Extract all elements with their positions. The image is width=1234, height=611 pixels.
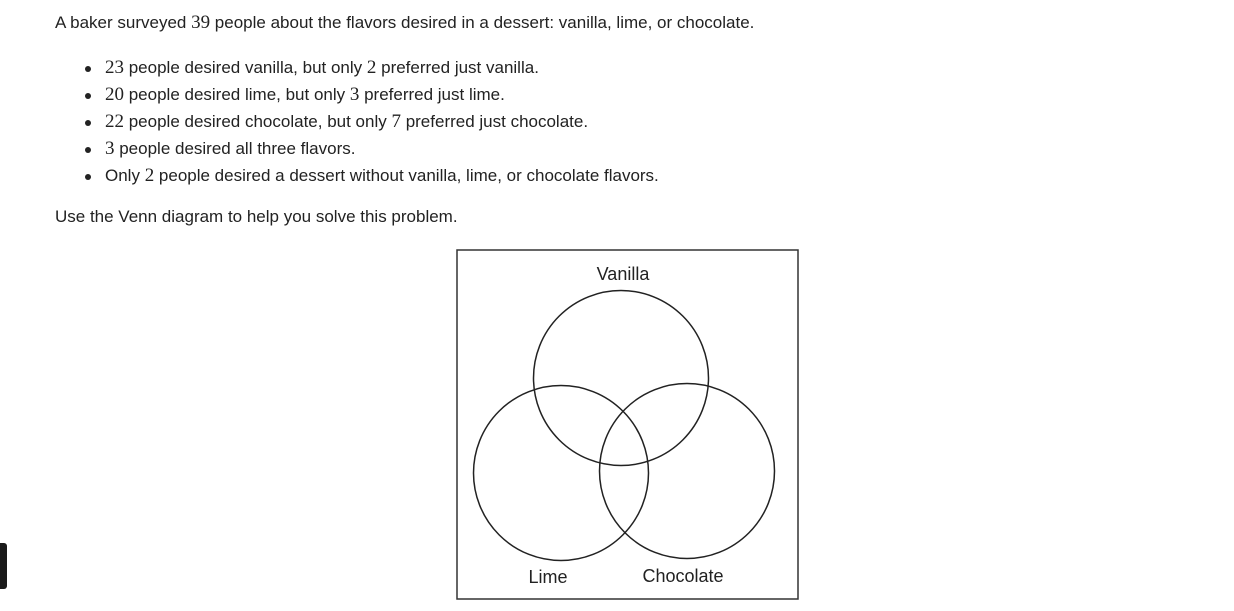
bullet-dot-icon <box>85 174 91 180</box>
bullet-dot-icon <box>85 147 91 153</box>
fact-text: people desired all three flavors. <box>114 139 356 158</box>
fact-number: 2 <box>144 165 155 186</box>
vanilla-label: Vanilla <box>596 264 650 284</box>
bullet-dot-icon <box>85 66 91 72</box>
venn-frame <box>457 250 798 599</box>
fact-text: preferred just lime. <box>359 85 505 104</box>
fact-number: 2 <box>366 57 377 78</box>
fact-number: 22 <box>105 111 124 132</box>
intro-text-end: people about the flavors desired in a dessert: vanilla, lime, or chocolate. <box>210 13 755 32</box>
fact-none <box>85 166 659 193</box>
fact-all-three <box>85 139 659 166</box>
fact-chocolate <box>85 112 659 139</box>
fact-text: preferred just chocolate. <box>400 112 589 131</box>
fact-text: people desired a dessert without vanilla, lime, or chocolate flavors. <box>154 166 659 185</box>
fact-number: 23 <box>105 57 124 78</box>
survey-count: 39 <box>191 12 211 33</box>
vanilla-circle <box>534 291 709 466</box>
fact-text: preferred just vanilla. <box>376 58 539 77</box>
instruction-text: Use the Venn diagram to help you solve this problem. <box>55 207 458 226</box>
fact-text: people desired vanilla, but only <box>124 58 367 77</box>
fact-vanilla <box>85 58 659 85</box>
fact-text: Only <box>105 166 145 185</box>
facts-list <box>85 58 659 193</box>
problem-intro <box>55 13 754 33</box>
lime-label: Lime <box>528 567 568 587</box>
fact-text: people desired lime, but only <box>124 85 350 104</box>
fact-number: 7 <box>391 111 401 132</box>
side-panel-tab[interactable] <box>0 543 7 589</box>
venn-diagram <box>456 249 799 600</box>
bullet-dot-icon <box>85 120 91 126</box>
fact-number: 3 <box>105 138 115 159</box>
fact-number: 3 <box>349 84 360 105</box>
fact-number: 20 <box>105 84 124 105</box>
fact-lime <box>85 85 659 112</box>
chocolate-label: Chocolate <box>642 566 724 586</box>
bullet-dot-icon <box>85 93 91 99</box>
intro-text-start: A baker surveyed <box>55 13 192 32</box>
fact-text: people desired chocolate, but only <box>124 112 392 131</box>
